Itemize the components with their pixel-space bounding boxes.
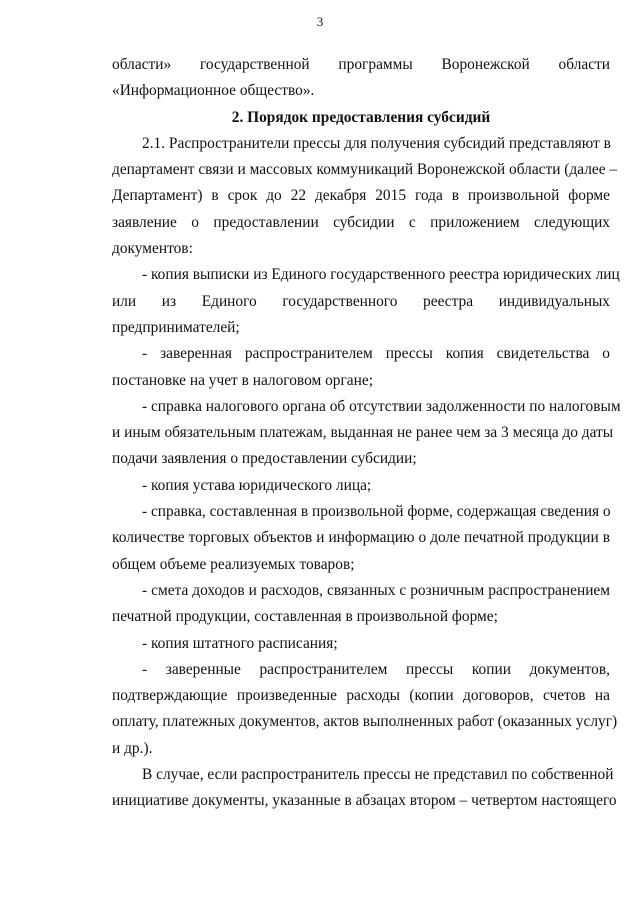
text-line: - копия выписки из Единого государственного реестра юридических лиц — [142, 266, 620, 284]
text-line: - заверенные распространителем прессы копии документов, — [142, 660, 610, 678]
page-number: 3 — [316, 14, 324, 29]
text-line: печатной продукции, составленная в произвольной форме; — [112, 608, 498, 626]
text-line: Департамент) в срок до 22 декабря 2015 года в произвольной форме — [112, 187, 610, 205]
text-line: подачи заявления о предоставлении субсидии; — [112, 450, 417, 468]
text-line: - копия штатного расписания; — [142, 634, 338, 652]
text-line: - заверенная распространителем прессы копия свидетельства о — [142, 345, 610, 363]
text-line: В случае, если распространитель прессы не представил по собственной — [142, 766, 614, 784]
text-line: - смета доходов и расходов, связанных с розничным распространением — [142, 581, 610, 599]
text-line: подтверждающие произведенные расходы (копии договоров, счетов на — [112, 687, 610, 705]
section-heading: 2. Порядок предоставления субсидий — [231, 108, 491, 126]
text-line: и иным обязательным платежам, выданная не ранее чем за 3 месяца до даты — [112, 424, 614, 442]
document-body — [112, 52, 621, 815]
text-line: 2.1. Распространители прессы для получения субсидий представляют в — [142, 134, 611, 152]
text-line: документов: — [112, 240, 193, 258]
text-line: оплату, платежных документов, актов выполненных работ (оказанных услуг) — [112, 713, 618, 731]
text-line: заявление о предоставлении субсидии с приложением следующих — [112, 213, 610, 231]
text-line: количестве торговых объектов и информацию о доле печатной продукции в — [112, 529, 610, 547]
text-line: и др.). — [112, 739, 153, 757]
text-line: или из Единого государственного реестра индивидуальных — [112, 292, 610, 310]
text-line: предпринимателей; — [112, 318, 240, 336]
text-line: - копия устава юридического лица; — [142, 476, 372, 494]
text-line: общем объеме реализуемых товаров; — [112, 555, 355, 573]
text-line: постановке на учет в налоговом органе; — [112, 371, 373, 389]
text-line: инициативе документы, указанные в абзацах втором – четвертом настоящего — [112, 792, 617, 810]
text-line: - справка, составленная в произвольной форме, содержащая сведения о — [142, 503, 611, 521]
text-line: области» государственной программы Воронежской области — [112, 56, 610, 73]
text-line: - справка налогового органа об отсутствии задолженности по налоговым — [142, 397, 621, 415]
text-line: департамент связи и массовых коммуникаций Воронежской области (далее – — [112, 161, 618, 179]
text-line: «Информационное общество». — [112, 82, 315, 100]
